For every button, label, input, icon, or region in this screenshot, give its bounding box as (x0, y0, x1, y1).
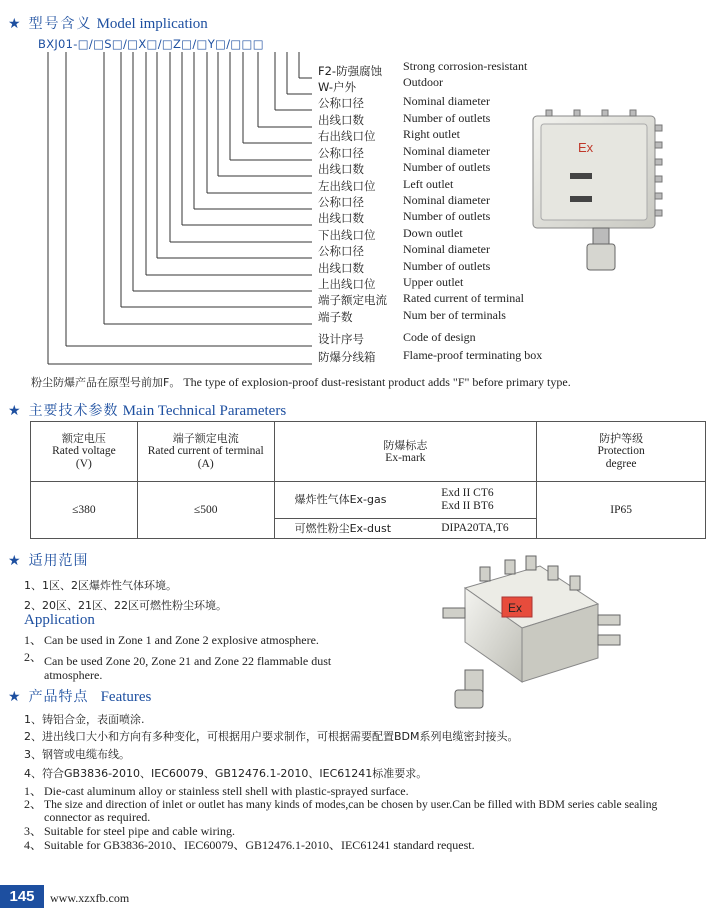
params-title-cn: 主要技术参数 (28, 403, 119, 419)
application-item-en-2: 2、 Can be used Zone 20, Zone 21 and Zone 22 flammable dust atmosphere. (24, 650, 332, 682)
application-title-en: Application (24, 612, 95, 628)
features-title-en: Features (100, 689, 152, 705)
application-item-cn-1: 1、1区、2区爆炸性气体环境。 (24, 579, 177, 592)
model-label-cn: 出线口数 (318, 211, 364, 225)
model-label-cn: 公称口径 (318, 96, 364, 110)
model-label-cn: 出线口数 (318, 162, 364, 176)
value-protection: IP65 (537, 482, 706, 539)
feature-item-en-4: 4、 Suitable for GB3836-2010、IEC60079、GB12476.1-2010、IEC61241 standard request. (24, 838, 475, 852)
model-label-cn: 设计序号 (318, 332, 364, 346)
model-label-en: Right outlet (403, 127, 460, 141)
model-label-cn: 左出线口位 (318, 179, 376, 193)
application-title-cn: 适用范围 (28, 553, 89, 569)
model-label-en: Rated current of terminal (403, 291, 524, 305)
model-label-en: Num ber of terminals (403, 308, 506, 322)
feature-item-cn-4: 4、符合GB3836-2010、IEC60079、GB12476.1-2010、IEC61241标准要求。 (24, 767, 428, 780)
application-item-en-1: 1、 Can be used in Zone 1 and Zone 2 explosive atmosphere. (24, 633, 319, 647)
dust-mark: DIPA20TA,T6 (441, 521, 509, 534)
box-ex-mark: Ex (578, 140, 594, 155)
application-item-cn-2: 2、20区、21区、22区可燃性粉尘环境。 (24, 599, 227, 612)
model-label-cn: 下出线口位 (318, 228, 376, 242)
model-label-cn: F2-防强腐蚀 (318, 64, 383, 78)
model-label-cn: 端子额定电流 (318, 293, 387, 307)
features-title-cn: 产品特点 (28, 689, 89, 705)
model-label-cn: 右出线口位 (318, 129, 376, 143)
feature-item-cn-2: 2、进出线口大小和方向有多种变化，可根据用户要求制作，可根据需要配置BDM系列电缆密封接头。 (24, 730, 519, 743)
star-icon: ★ (8, 403, 21, 419)
model-label-en: Outdoor (403, 75, 443, 89)
feature-item-en-3: 3、 Suitable for steel pipe and cable wiring. (24, 824, 235, 838)
dust-note-en: The type of explosion-proof dust-resistant product adds "F" before primary type. (183, 375, 571, 389)
model-label-en: Nominal diameter (403, 144, 490, 158)
model-label-cn: 端子数 (318, 310, 353, 324)
value-current: ≤500 (137, 482, 274, 539)
star-icon: ★ (8, 553, 21, 569)
model-label-en: Strong corrosion-resistant (403, 59, 528, 73)
model-label-cn: 出线口数 (318, 261, 364, 275)
model-label-cn: 上出线口位 (318, 277, 376, 291)
model-label-cn: 出线口数 (318, 113, 364, 127)
params-title-en: Main Technical Parameters (122, 403, 287, 419)
gas-label: 爆炸性气体Ex-gas (275, 482, 442, 518)
model-label-en: Number of outlets (403, 111, 491, 125)
features-section-title (8, 686, 151, 706)
gas-mark-2: Exd II BT6 (441, 499, 494, 512)
star-icon: ★ (8, 689, 21, 705)
model-label-en: Nominal diameter (403, 242, 490, 256)
model-label-cn: W-户外 (318, 80, 357, 94)
star-icon: ★ (8, 16, 21, 32)
model-label-en: Number of outlets (403, 160, 491, 174)
feature-item-en-1: 1、 Die-cast aluminum alloy or stainless stell shell with plastic-sprayed surface. (24, 784, 409, 798)
dust-label: 可燃性粉尘Ex-dust (294, 521, 392, 535)
page-number: 145 (0, 885, 44, 908)
model-title-cn: 型号含义 (28, 16, 93, 32)
feature-item-cn-1: 1、铸铝合金，表面喷涂. (24, 713, 145, 726)
model-label-en: Nominal diameter (403, 193, 490, 207)
header-voltage: 额定电压 Rated voltage (V) (31, 422, 138, 482)
box2-ex-mark: Ex (508, 601, 523, 615)
model-label-en: Flame-proof terminating box (403, 348, 543, 362)
model-label-cn: 公称口径 (318, 195, 364, 209)
feature-item-cn-3: 3、钢管或电缆布线。 (24, 748, 130, 761)
model-label-en: Upper outlet (403, 275, 464, 289)
header-exmark: 防爆标志 Ex-mark (274, 422, 537, 482)
footer-url[interactable]: www.xzxfb.com (50, 891, 130, 905)
model-label-en: Left outlet (403, 177, 454, 191)
model-label-en: Nominal diameter (403, 94, 490, 108)
model-label-cn: 防爆分线箱 (318, 350, 376, 364)
gas-mark-1: Exd II CT6 (441, 486, 494, 499)
model-code: BXJ01-□/□S□/□X□/□Z□/□Y□/□□□ (38, 37, 264, 51)
model-label-cn: 公称口径 (318, 244, 364, 258)
model-label-en: Number of outlets (403, 209, 491, 223)
model-title-en: Model implication (96, 16, 208, 32)
model-label-en: Down outlet (403, 226, 463, 240)
header-protection: 防护等级 Protection degree (537, 422, 706, 482)
model-label-en: Number of outlets (403, 259, 491, 273)
header-current: 端子额定电流 Rated current of terminal (A) (137, 422, 274, 482)
dust-note-cn: 粉尘防爆产品在原型号前加F。 (31, 376, 181, 389)
model-label-en: Code of design (403, 330, 476, 344)
feature-item-en-2: 2、 The size and direction of inlet or outlet has many kinds of modes,can be chosen by user.Can be filled with BDM series cable sealing connector as required. (24, 797, 658, 824)
model-label-cn: 公称口径 (318, 146, 364, 160)
value-voltage: ≤380 (31, 482, 138, 539)
